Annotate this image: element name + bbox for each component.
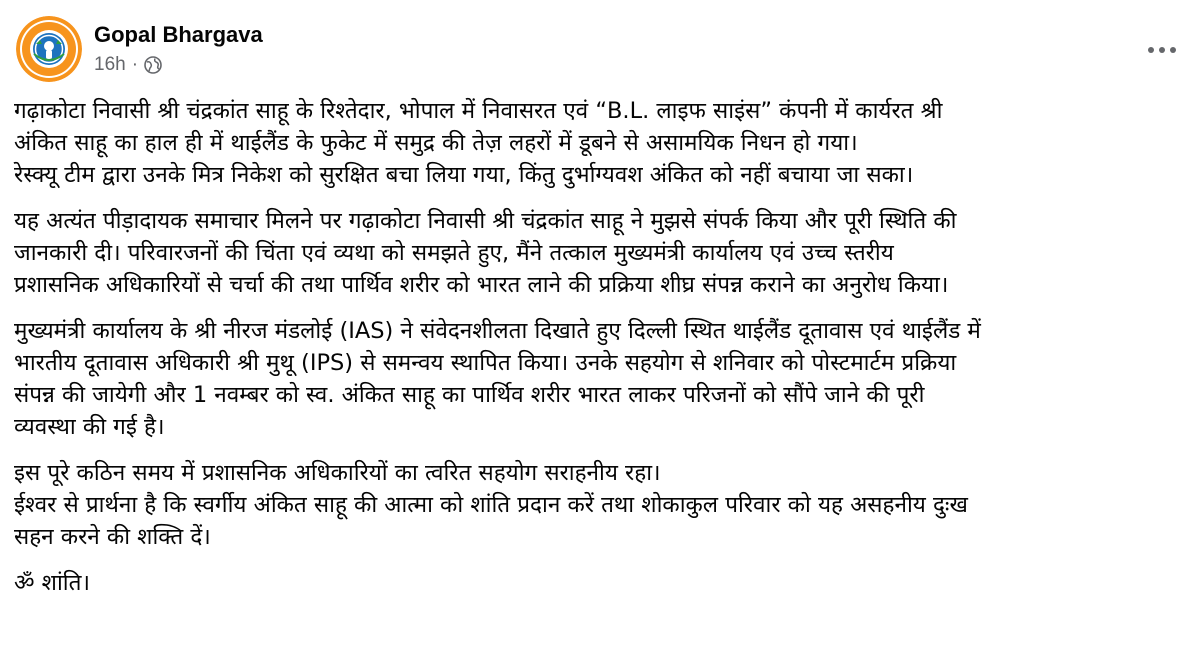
post-paragraph-2: यह अत्यंत पीड़ादायक समाचार मिलने पर गढ़ाकोटा निवासी श्री चंद्रकांत साहू ने मुझसे संपर्क किया और पूरी स्थिति की जानकारी दी। परिवारजनों की चिंता एवं व्यथा को समझते हुए, मैंने तत्काल मुख्यमंत्री कार्यालय एवं उच्च स्तरीय प्रशासनिक अधिकारियों से चर्चा की तथा पार्थिव शरीर को भारत लाने की प्रक्रिया शीघ्र संपन्न कराने का अनुरोध किया।: [14, 208, 957, 298]
more-options-dot: [1170, 47, 1176, 53]
more-options-dot: [1159, 47, 1165, 53]
party-logo-icon: [16, 16, 82, 82]
post-paragraph-5: ॐ शांति।: [14, 570, 90, 596]
meta-separator: ·: [131, 54, 139, 75]
post-content: [14, 95, 1186, 613]
post-meta: [94, 54, 263, 76]
author-avatar[interactable]: [16, 16, 82, 82]
author-meta: [94, 22, 263, 76]
more-options-button[interactable]: [1140, 38, 1184, 62]
author-name[interactable]: Gopal Bhargava: [94, 22, 263, 47]
globe-icon[interactable]: [144, 56, 162, 74]
post-header: [16, 16, 263, 82]
post-paragraph-4: इस पूरे कठिन समय में प्रशासनिक अधिकारियों का त्वरित सहयोग सराहनीय रहा। ईश्वर से प्रार्थना है कि स्वर्गीय अंकित साहू की आत्मा को शांति प्रदान करें तथा शोकाकुल परिवार को यह असहनीय दुःख सहन करने की शक्ति दें।: [14, 460, 968, 550]
post-paragraph-1: गढ़ाकोटा निवासी श्री चंद्रकांत साहू के रिश्तेदार, भोपाल में निवासरत एवं “B.L. लाइफ साइंस” कंपनी में कार्यरत श्री अंकित साहू का हाल ही में थाईलैंड के फुकेट में समुद्र की तेज़ लहरों में डूबने से असामयिक निधन हो गया। रेस्क्यू टीम द्वारा उनके मित्र निकेश को सुरक्षित बचा लिया गया, किंतु दुर्भाग्यवश अंकित को नहीं बचाया जा सका।: [14, 98, 943, 188]
more-options-icon: [1148, 47, 1154, 53]
post-paragraph-3: मुख्यमंत्री कार्यालय के श्री नीरज मंडलोई (IAS) ने संवेदनशीलता दिखाते हुए दिल्ली स्थित थाईलैंड दूतावास एवं थाईलैंड में भारतीय दूतावास अधिकारी श्री मुथू (IPS) से समन्वय स्थापित किया। उनके सहयोग से शनिवार को पोस्टमार्टम प्रक्रिया संपन्न की जायेगी और 1 नवम्बर को स्व. अंकित साहू का पार्थिव शरीर भारत लाकर परिजनों को सौंपे जाने की पूरी व्यवस्था की गई है।: [14, 318, 981, 440]
post-time[interactable]: 16h: [94, 54, 126, 75]
